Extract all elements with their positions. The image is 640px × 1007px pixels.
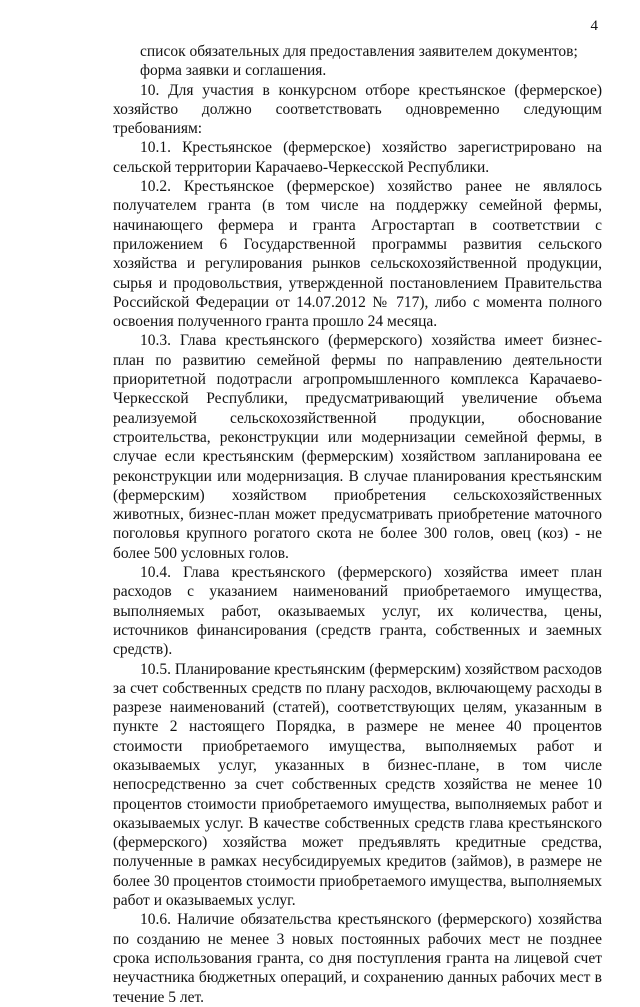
paragraph-10: 10. Для участия в конкурсном отборе крестьянское (фермерское) хозяйство должно соответствовать одновременно следующим требованиям: bbox=[113, 81, 602, 138]
document-body bbox=[113, 42, 602, 1007]
paragraph-application-form: форма заявки и соглашения. bbox=[140, 62, 327, 80]
paragraph-10-3: 10.3. Глава крестьянского (фермерского) хозяйства имеет бизнес-план по развитию семейной фермы по направлению деятельности приоритетной подотрасли агропромышленного комплекса Карачаево-Черкесской Республики, предусматривающий увеличение объема реализуемой сельскохозяйственной продукции, обоснование строительства, реконструкции или модернизации семейной фермы, в случае если крестьянским (фермерским) хозяйством запланирована ее реконструкции или модернизация. В случае планирования крестьянским (фермерским) хозяйством приобретения сельскохозяйственных животных, бизнес-план может предусматривать приобретение маточного поголовья крупного рогатого скота не более 300 голов, овец (коз) - не более 500 условных голов. bbox=[113, 332, 602, 562]
page-number: 4 bbox=[590, 18, 598, 34]
paragraph-10-4: 10.4. Глава крестьянского (фермерского) хозяйства имеет план расходов с указанием наименований приобретаемого имущества, выполняемых работ, оказываемых услуг, их количества, цены, источников финансирования (средств гранта, собственных и заемных средств). bbox=[113, 564, 602, 659]
paragraph-10-6: 10.6. Наличие обязательства крестьянского (фермерского) хозяйства по созданию не менее 3 новых постоянных рабочих мест не позднее срока использования гранта, со дня поступления гранта на лицевой счет неучастника бюджетных операций, и сохранению данных рабочих мест в течение 5 лет. bbox=[113, 911, 602, 1006]
paragraph-10-5: 10.5. Планирование крестьянским (фермерским) хозяйством расходов за счет собственных средств по плану расходов, включающему расходы в разрезе наименований (статей), соответствующих целям, указанным в пункте 2 настоящего Порядка, в размере не менее 40 процентов стоимости приобретаемого имущества, выполняемых работ и оказываемых услуг, указанных в бизнес-плане, в том числе непосредственно за счет собственных средств хозяйства не менее 10 процентов стоимости приобретаемого имущества, выполняемых работ и оказываемых услуг. В качестве собственных средств глава крестьянского (фермерского) хозяйства может предъявлять кредитные средства, полученные в рамках несубсидируемых кредитов (займов), в размере не более 30 процентов стоимости приобретаемого имущества, выполняемых работ и оказываемых услуг. bbox=[113, 660, 602, 910]
paragraph-10-1: 10.1. Крестьянское (фермерское) хозяйство зарегистрировано на сельской территории Карачаево-Черкесской Республики. bbox=[113, 139, 602, 176]
paragraph-10-2: 10.2. Крестьянское (фермерское) хозяйство ранее не являлось получателем гранта (в том числе на поддержку семейной фермы, начинающего фермера и гранта Агростартап в соответствии с приложением 6 Государственной программы развития сельского хозяйства и регулирования рынков сельскохозяйственной продукции, сырья и продовольствия, утвержденной постановлением Правительства Российской Федерации от 14.07.2012 № 717), либо с момента полного освоения полученного гранта прошло 24 месяца. bbox=[113, 178, 602, 331]
paragraph-documents-list: список обязательных для предоставления заявителем документов; bbox=[140, 43, 578, 60]
